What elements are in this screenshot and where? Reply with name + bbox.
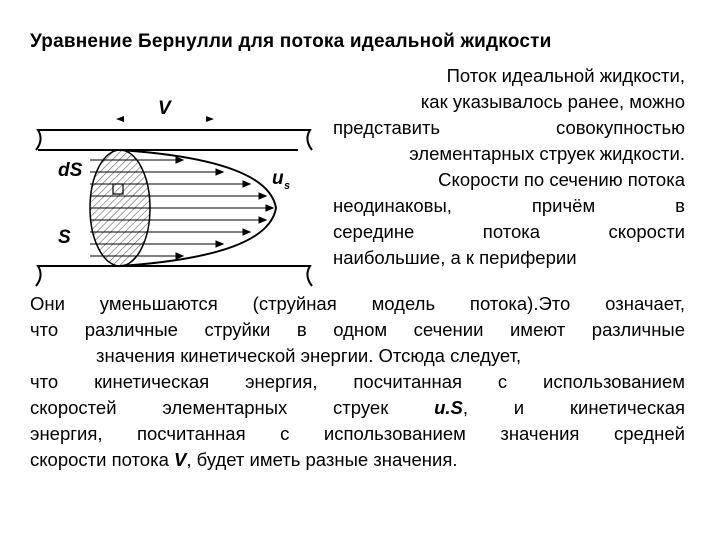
side-line-4: элементарных струек жидкости. (409, 143, 685, 164)
pipe-top-wall (36, 130, 312, 150)
velocity-label-v: V (158, 98, 171, 119)
side-line-2: как указывалось ранее, можно (420, 91, 685, 112)
body-line-2: что различные струйки в одном сечении имеют различные (30, 319, 685, 340)
velocity-arrows (90, 157, 273, 259)
stream-velocity-label: u (272, 168, 284, 189)
body-line-5 (30, 395, 685, 421)
body-line-4: что кинетическая энергия, посчитанная с использованием (30, 371, 685, 392)
side-line-5: Скорости по сечению потока (438, 169, 685, 190)
side-line-8: наибольшие, а к периферии (333, 247, 577, 268)
side-line-6: неодинаковы, причём в (333, 195, 685, 216)
body-paragraph (30, 291, 685, 473)
pipe-bottom-wall (36, 266, 312, 286)
side-line-1: Поток идеальной жидкости, (446, 65, 685, 86)
line9-before: скоростей элементарных струек (30, 397, 389, 418)
line9-emph: u.S (434, 397, 463, 418)
line11-before: скорости потока (30, 449, 169, 470)
line9-after: , и кинетическая (462, 397, 685, 418)
side-line-3: представить совокупностью (333, 117, 685, 138)
side-line-7: середине потока скорости (333, 221, 685, 242)
flow-diagram-svg (28, 88, 328, 294)
line11-emph: V (174, 449, 187, 470)
body-line-7 (30, 447, 685, 473)
line11-after: , будет иметь разные значения. (186, 449, 458, 470)
body-line-1: Они уменьшаются (струйная модель потока).Это означает, (30, 293, 685, 314)
side-paragraph (333, 63, 685, 271)
area-element-label: dS (58, 160, 83, 181)
body-line-6: энергия, посчитанная с использованием значения средней (30, 423, 685, 444)
stream-velocity-subscript: s (284, 180, 291, 192)
area-label-s: S (58, 227, 71, 248)
slide-title: Уравнение Бернулли для потока идеальной жидкости (30, 31, 552, 52)
body-line-3: значения кинетической энергии. Отсюда следует, (96, 345, 522, 366)
velocity-profile-diagram (28, 88, 328, 294)
